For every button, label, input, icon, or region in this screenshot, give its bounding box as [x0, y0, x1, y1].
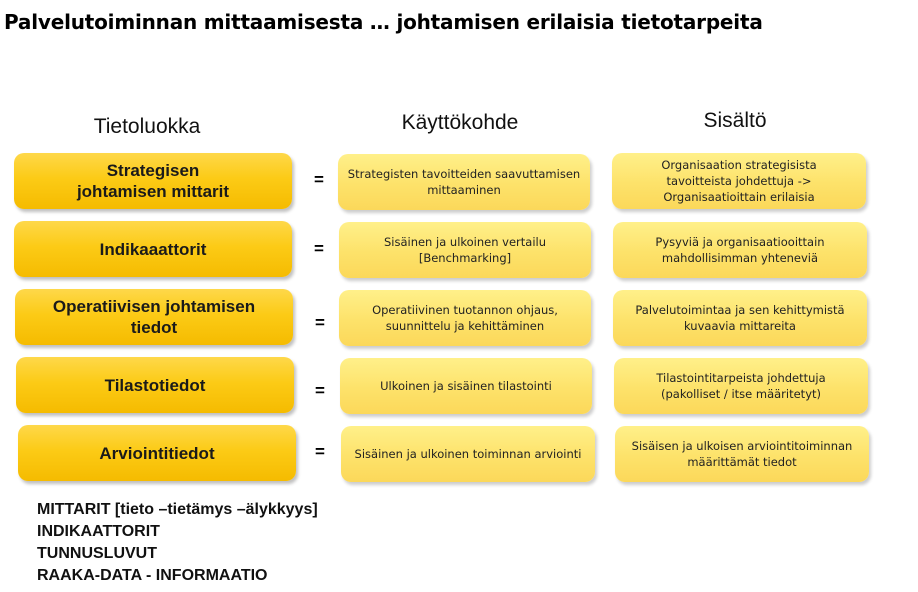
note-item: MITTARIT [tieto –tietämys –älykkyys] — [37, 501, 318, 518]
category-box-indicators: Indikaaattorit — [14, 221, 292, 277]
category-box-statistics: Tilastotiedot — [16, 357, 294, 413]
note-item: INDIKAATTORIT — [37, 523, 160, 540]
usage-box-evaluation: Sisäinen ja ulkoinen toiminnan arviointi — [341, 426, 595, 482]
note-item: TUNNUSLUVUT — [37, 545, 157, 562]
equals-sign: = — [314, 170, 324, 189]
content-box-indicators: Pysyviä ja organisaatiooittain mahdollisimman yhteneviä — [613, 222, 867, 278]
column-header-category: Tietoluokka — [93, 115, 201, 138]
notes-list — [37, 499, 318, 587]
category-box-operational: Operatiivisen johtamisen tiedot — [15, 289, 293, 345]
usage-box-statistics: Ulkoinen ja sisäinen tilastointi — [340, 358, 592, 414]
content-box-operational: Palvelutoimintaa ja sen kehittymistä kuvaavia mittareita — [613, 290, 867, 346]
note-item: RAAKA-DATA - INFORMAATIO — [37, 567, 268, 584]
equals-sign: = — [315, 381, 325, 400]
usage-box-strategic: Strategisten tavoitteiden saavuttamisen mittaaminen — [338, 154, 590, 210]
page-title: Palvelutoiminnan mittaamisesta … johtamisen erilaisia tietotarpeita — [4, 10, 763, 34]
content-box-evaluation: Sisäisen ja ulkoisen arviointitoiminnan määrittämät tiedot — [615, 426, 869, 482]
equals-sign: = — [315, 442, 325, 461]
content-box-strategic: Organisaation strategisista tavoitteista johdettuja -> Organisaatioittain erilaisia — [612, 153, 866, 209]
column-header-content: Sisältö — [703, 109, 767, 132]
usage-box-indicators: Sisäinen ja ulkoinen vertailu [Benchmarking] — [339, 222, 591, 278]
usage-box-operational: Operatiivinen tuotannon ohjaus, suunnittelu ja kehittäminen — [339, 290, 591, 346]
category-box-strategic: Strategisen johtamisen mittarit — [14, 153, 292, 209]
equals-sign: = — [314, 239, 324, 258]
content-box-statistics: Tilastointitarpeista johdettuja (pakolliset / itse määritetyt) — [614, 358, 868, 414]
equals-sign: = — [315, 313, 325, 332]
category-box-evaluation: Arviointitiedot — [18, 425, 296, 481]
column-header-usage: Käyttökohde — [401, 111, 519, 134]
